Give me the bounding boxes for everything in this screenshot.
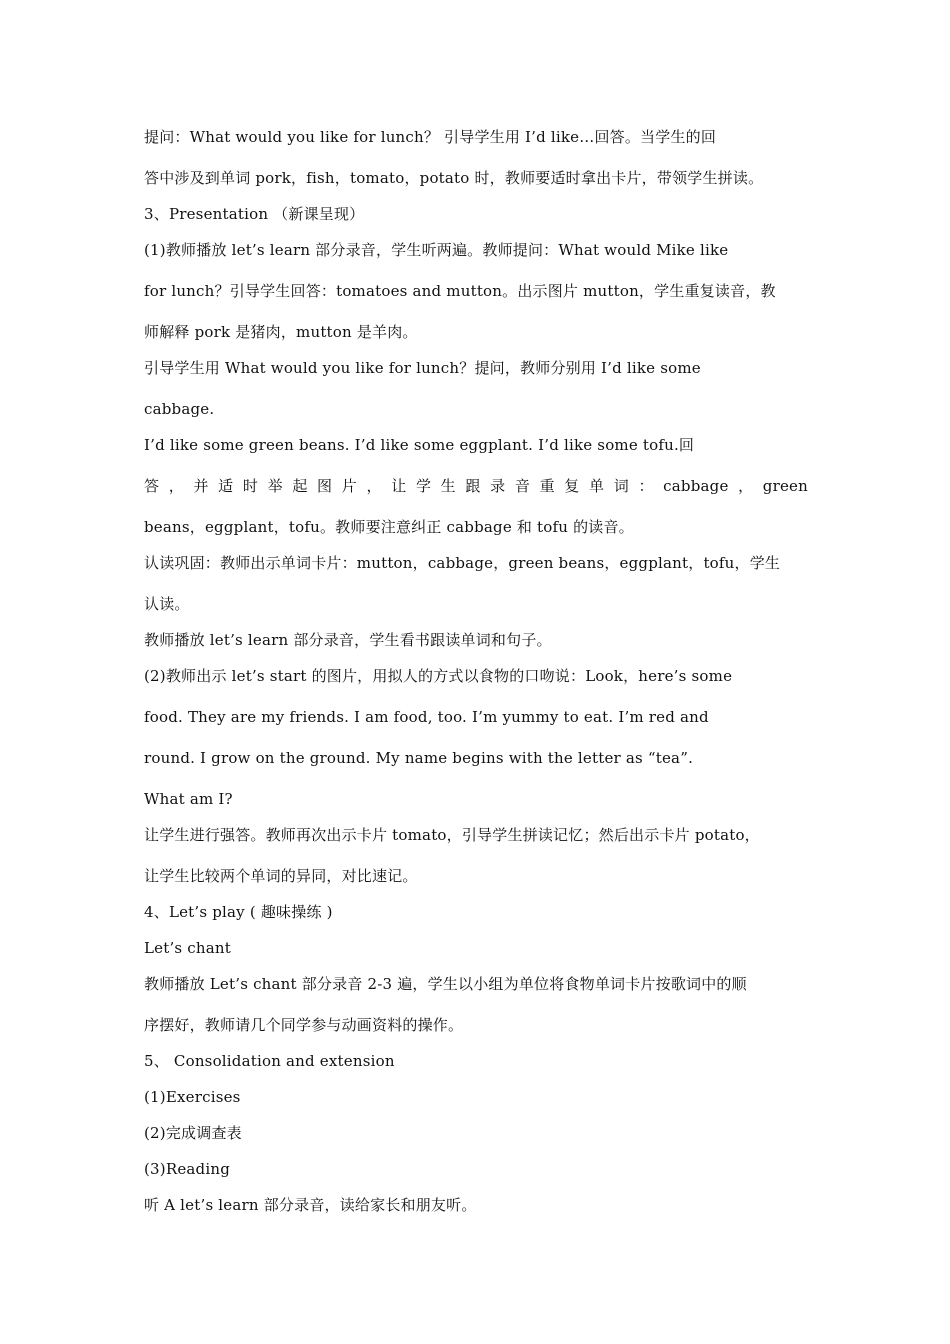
text-line-24: 序摆好，教师请几个同学参与动画资料的操作。: [144, 1016, 464, 1034]
text-line-1: 提问：What would you like for lunch？ 引导学生用 I’d like…回答。当学生的回: [144, 128, 717, 146]
section-heading-presentation: 3、Presentation （新课呈现）: [144, 205, 365, 223]
text-line-26: (1)Exercises: [144, 1088, 241, 1106]
text-line-8: cabbage.: [144, 400, 215, 418]
text-line-15: (2)教师出示 let’s start 的图片，用拟人的方式以食物的口吻说：Look，here’s some: [144, 667, 733, 685]
text-line-17: round. I grow on the ground. My name begins with the letter as “tea”.: [144, 749, 694, 767]
text-line-2: 答中涉及到单词 pork，fish，tomato，potato 时，教师要适时拿出卡片，带领学生拼读。: [144, 169, 764, 187]
text-line-5: for lunch？引导学生回答：tomatoes and mutton。出示图片 mutton，学生重复读音，教: [144, 282, 776, 300]
section-heading-consolidation: 5、 Consolidation and extension: [144, 1052, 395, 1070]
text-line-11: beans，eggplant，tofu。教师要注意纠正 cabbage 和 tofu 的读音。: [144, 518, 634, 536]
text-line-4: (1)教师播放 let’s learn 部分录音，学生听两遍。教师提问：What would Mike like: [144, 241, 729, 259]
text-line-7: 引导学生用 What would you like for lunch？提问，教师分别用 I’d like some: [144, 359, 701, 377]
text-line-27: (2)完成调查表: [144, 1124, 242, 1142]
text-line-28: (3)Reading: [144, 1160, 231, 1178]
text-line-12: 认读巩固：教师出示单词卡片：mutton，cabbage，green beans，eggplant，tofu，学生: [144, 554, 781, 572]
section-heading-lets-play: 4、Let’s play ( 趣味操练 ): [144, 903, 333, 921]
text-line-16: food. They are my friends. I am food, too. I’m yummy to eat. I’m red and: [144, 708, 709, 726]
text-line-20: 让学生比较两个单词的异同，对比速记。: [144, 867, 418, 885]
text-line-29: 听 A let’s learn 部分录音，读给家长和朋友听。: [144, 1196, 477, 1214]
text-line-13: 认读。: [144, 595, 190, 613]
text-line-10: 答，并适时举起图片，让学生跟录音重复单词：cabbage，green: [144, 477, 808, 495]
text-line-9: I’d like some green beans. I’d like some eggplant. I’d like some tofu.回: [144, 436, 695, 454]
text-line-22: Let’s chant: [144, 939, 231, 957]
text-line-14: 教师播放 let’s learn 部分录音，学生看书跟读单词和句子。: [144, 631, 552, 649]
text-line-18: What am I?: [144, 790, 233, 808]
text-line-6: 师解释 pork 是猪肉，mutton 是羊肉。: [144, 323, 418, 341]
text-line-23: 教师播放 Let’s chant 部分录音 2-3 遍，学生以小组为单位将食物单词卡片按歌词中的顺: [144, 975, 747, 993]
text-line-19: 让学生进行强答。教师再次出示卡片 tomato，引导学生拼读记忆；然后出示卡片 potato，: [144, 826, 760, 844]
